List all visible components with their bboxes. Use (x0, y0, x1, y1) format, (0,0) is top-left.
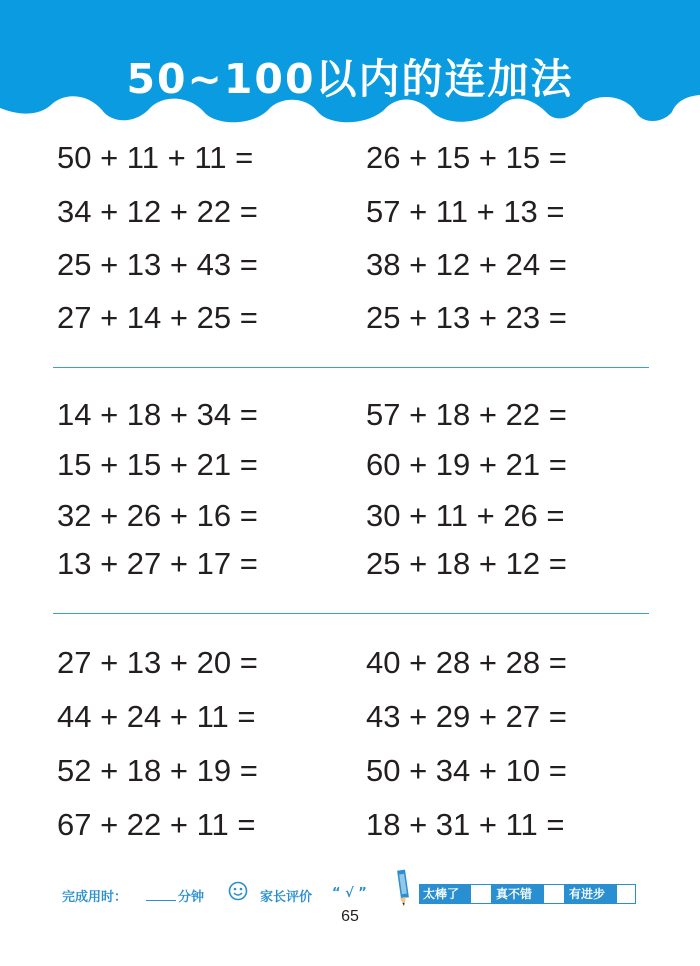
equation-g3-l4: 67 + 22 + 11 = (57, 807, 256, 842)
equation-g1-l3: 25 + 13 + 43 = (57, 247, 258, 282)
equation-g2-l4: 13 + 27 + 17 = (57, 546, 258, 581)
equation-g1-r1: 26 + 15 + 15 = (366, 140, 567, 175)
time-unit: 分钟 (178, 890, 205, 905)
time-blank[interactable] (146, 900, 176, 901)
equation-g3-l3: 52 + 18 + 19 = (57, 753, 258, 788)
rating-checkbox-great[interactable] (470, 884, 492, 904)
equation-g1-l2: 34 + 12 + 22 = (57, 194, 258, 229)
section-divider-2 (53, 613, 649, 614)
rating-checkbox-progress[interactable] (616, 884, 636, 904)
equation-g2-l1: 14 + 18 + 34 = (57, 397, 258, 432)
page-number: 65 (341, 908, 359, 925)
rating-checkbox-good[interactable] (543, 884, 565, 904)
equation-g1-r3: 38 + 12 + 24 = (366, 247, 567, 282)
equation-g1-l1: 50 + 11 + 11 = (57, 140, 254, 175)
rating-label-good: 真不错 (492, 884, 543, 904)
smiley-icon (228, 881, 248, 901)
rating-label-great: 太棒了 (419, 884, 470, 904)
equation-g1-r2: 57 + 11 + 13 = (366, 194, 565, 229)
equation-g1-l4: 27 + 14 + 25 = (57, 300, 258, 335)
equation-g3-r2: 43 + 29 + 27 = (366, 699, 567, 734)
rating-label-progress: 有进步 (565, 884, 616, 904)
equation-g1-r4: 25 + 13 + 23 = (366, 300, 567, 335)
equation-g2-r2: 60 + 19 + 21 = (366, 447, 567, 482)
time-label: 完成用时： (62, 890, 128, 905)
equation-g3-r1: 40 + 28 + 28 = (366, 645, 567, 680)
page-title: 50~100以内的连加法 (126, 55, 574, 103)
equation-g3-l2: 44 + 24 + 11 = (57, 699, 256, 734)
equation-g2-r4: 25 + 18 + 12 = (366, 546, 567, 581)
header-banner (0, 0, 700, 130)
equation-g2-r3: 30 + 11 + 26 = (366, 498, 565, 533)
equation-g3-l1: 27 + 13 + 20 = (57, 645, 258, 680)
equation-g2-l3: 32 + 26 + 16 = (57, 498, 258, 533)
pencil-icon (396, 868, 410, 908)
parent-eval-label: 家长评价 (260, 890, 313, 905)
check-mark-label: “ √ ” (332, 886, 367, 901)
equation-g3-r4: 18 + 31 + 11 = (366, 807, 565, 842)
equation-g2-r1: 57 + 18 + 22 = (366, 397, 567, 432)
section-divider-1 (53, 367, 649, 368)
equation-g3-r3: 50 + 34 + 10 = (366, 753, 567, 788)
equation-g2-l2: 15 + 15 + 21 = (57, 447, 258, 482)
